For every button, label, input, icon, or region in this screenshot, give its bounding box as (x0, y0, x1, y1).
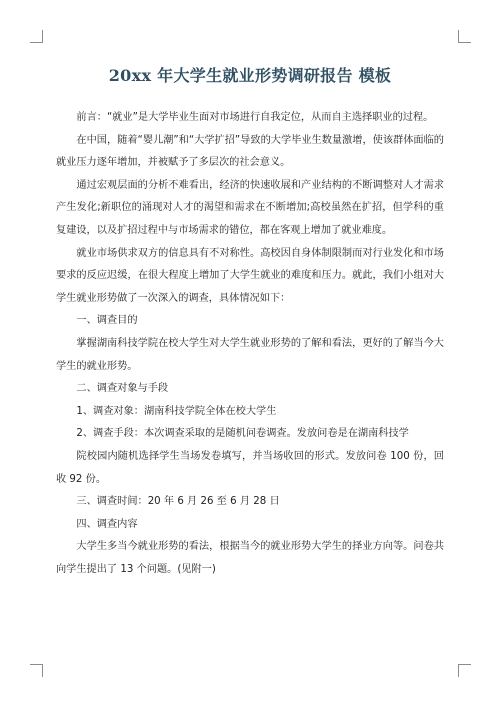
section-heading: 一、调查目的 (76, 315, 138, 327)
crop-mark-top-left (30, 30, 43, 43)
paragraph: 大学生多当今就业形势的看法，根据当今的就业形势大学生的择业方向等。问卷共向学生提出了 13 个问题。(见附一) (56, 541, 444, 575)
section-heading: 四、调查内容 (76, 518, 138, 530)
crop-mark-top-right (458, 30, 471, 43)
paragraph: 就业市场供求双方的信息具有不对称性。高校因自身体制限制而对行业发化和市场要求的反应迟缓，在很大程度上增加了大学生就业的难度和压力。就此，我们小组对大学生就业形势做了一次深入的调查，具体情况如下： (56, 247, 444, 304)
paragraph: 通过宏观层面的分析不难看出，经济的快速收展和产业结构的不断调整对人才需求产生发化;新职位的涌现对人才的渴望和需求在不断增加;高校虽然在扩招，但学科的重复建设，以及扩招过程中与市场需求的错位，都在客观上增加了就业难度。 (56, 179, 444, 236)
crop-mark-bottom-left (30, 664, 43, 677)
section-heading: 三、调查时间：20 年 6 月 26 至 6 月 28 日 (76, 496, 280, 508)
document-body (56, 107, 444, 581)
paragraph: 院校园内随机选择学生当场发卷填写，并当场收回的形式。发放问卷 100 份，回收 92 份。 (56, 450, 444, 485)
paragraph: 在中国，随着“婴儿潮”和“大学扩招”导致的大学毕业生数量激增，使该群体面临的就业压力逐年增加，并被赋予了多层次的社会意义。 (56, 134, 444, 169)
crop-mark-bottom-right (458, 664, 471, 677)
list-item: 2、调查手段：本次调查采取的是随机问卷调查。发放问卷是在湖南科技学 (76, 428, 409, 440)
section-heading: 二、调查对象与手段 (76, 383, 169, 395)
paragraph-preface: 前言：“就业”是大学毕业生面对市场进行自我定位，从而自主选择职业的过程。 (76, 112, 434, 123)
paragraph: 掌握湖南科技学院在校大学生对大学生就业形势的了解和看法，更好的了解当今大学生的就业形势。 (56, 337, 444, 372)
document-title: 20xx 年大学生就业形势调研报告 模板 (108, 66, 392, 85)
list-item: 1、调查对象：湖南科技学院全体在校大学生 (76, 405, 277, 417)
